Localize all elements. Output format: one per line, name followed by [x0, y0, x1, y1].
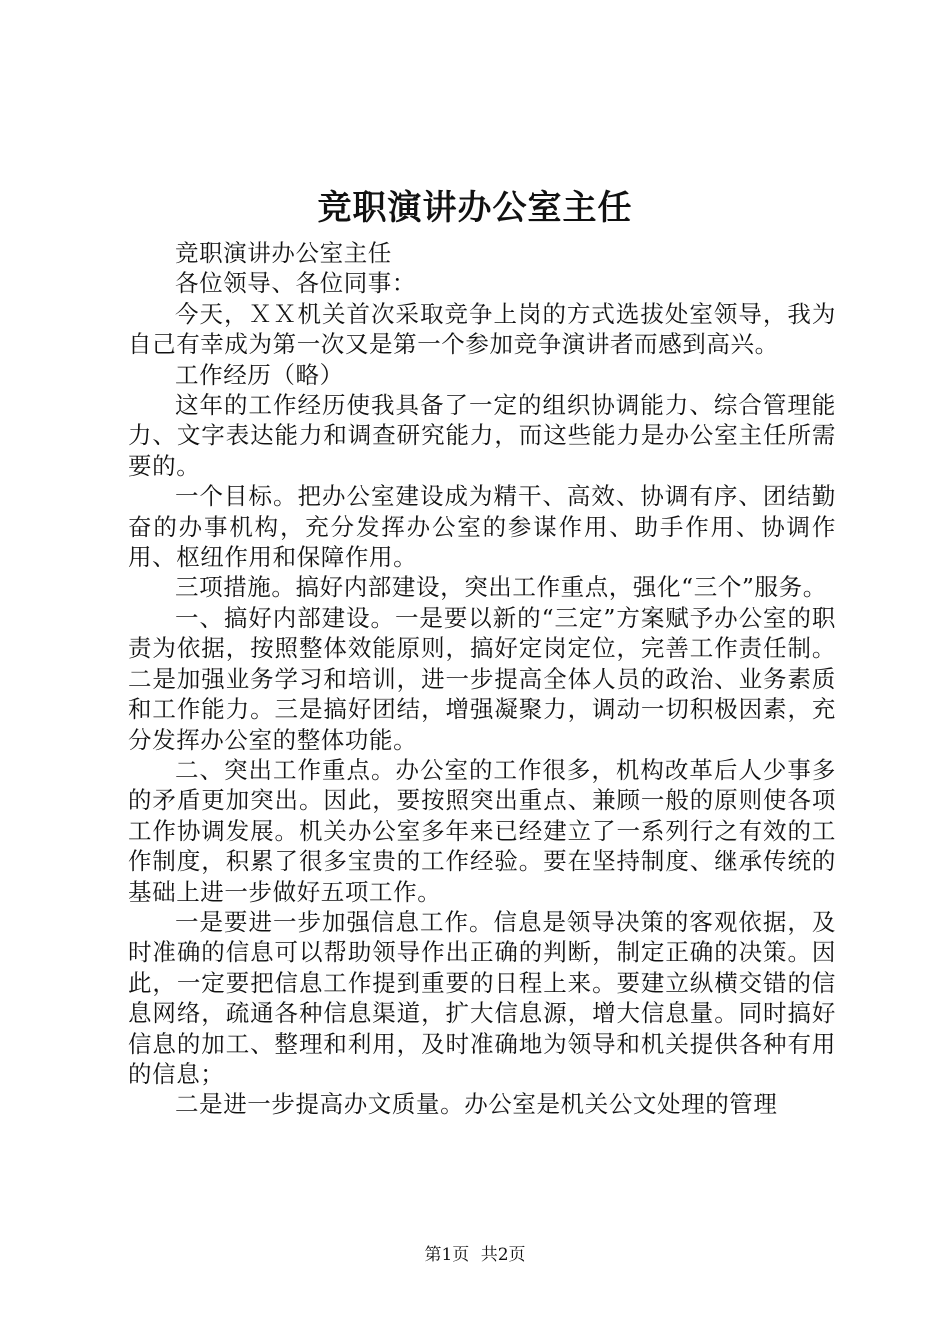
paragraph-opening: 今天，ＸＸ机关首次采取竞争上岗的方式选拔处室领导，我为自己有幸成为第一次又是第一个参加竞争演讲者而感到高兴。	[128, 299, 836, 359]
document-body	[128, 238, 836, 1120]
page-footer	[0, 1244, 950, 1266]
page-total: 共2页	[480, 1245, 526, 1265]
page-number: 第1页	[424, 1245, 470, 1265]
paragraph-measures: 三项措施。搞好内部建设，突出工作重点，强化“三个”服务。	[175, 573, 827, 602]
paragraph-salutation: 各位领导、各位同事：	[175, 269, 416, 298]
paragraph-subtitle: 竞职演讲办公室主任	[175, 239, 392, 267]
paragraph-goal: 一个目标。把办公室建设成为精干、高效、协调有序、团结勤奋的办事机构，充分发挥办公室的参谋作用、助手作用、协调作用、枢纽作用和保障作用。	[128, 482, 836, 572]
paragraph-document-quality: 二是进一步提高办文质量。办公室是机关公文处理的管理	[175, 1090, 778, 1119]
paragraph-work-history: 工作经历（略）	[175, 360, 344, 389]
paragraph-work-focus: 二、突出工作重点。办公室的工作很多，机构改革后人少事多的矛盾更加突出。因此，要按照突出重点、兼顾一般的原则使各项工作协调发展。机关办公室多年来已经建立了一系列行之有效的工作制度，积累了很多宝贵的工作经验。要在坚持制度、继承传统的基础上进一步做好五项工作。	[128, 755, 836, 906]
paragraph-information-work: 一是要进一步加强信息工作。信息是领导决策的客观依据，及时准确的信息可以帮助领导作出正确的判断，制定正确的决策。因此，一定要把信息工作提到重要的日程上来。要建立纵横交错的信息网络，疏通各种信息渠道，扩大信息源，增大信息量。同时搞好信息的加工、整理和利用，及时准确地为领导和机关提供各种有用的信息；	[128, 907, 836, 1088]
paragraph-abilities: 这年的工作经历使我具备了一定的组织协调能力、综合管理能力、文字表达能力和调查研究能力，而这些能力是办公室主任所需要的。	[128, 391, 836, 480]
paragraph-internal-construction: 一、搞好内部建设。一是要以新的“三定”方案赋予办公室的职责为依据，按照整体效能原则，搞好定岗定位，完善工作责任制。二是加强业务学习和培训，进一步提高全体人员的政治、业务素质和工作能力。三是搞好团结，增强凝聚力，调动一切积极因素，充分发挥办公室的整体功能。	[128, 603, 836, 754]
document-title: 竞职演讲办公室主任	[317, 188, 633, 228]
